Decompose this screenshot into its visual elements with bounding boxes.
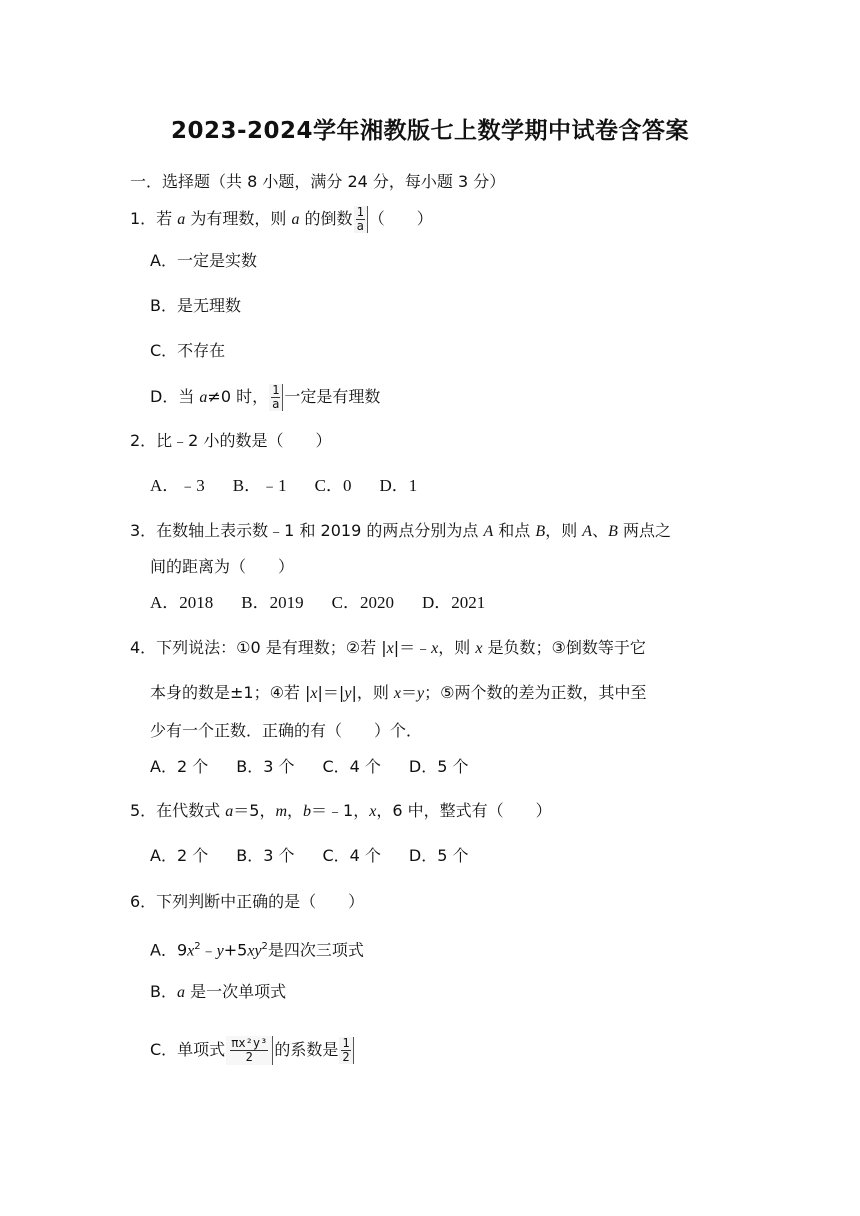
option: C．0 bbox=[314, 476, 352, 495]
question-1-option-d bbox=[150, 384, 380, 411]
question-1-stem bbox=[130, 206, 433, 233]
option: A．2018 bbox=[150, 593, 214, 612]
variable: a bbox=[291, 211, 300, 228]
variable: A bbox=[483, 523, 494, 540]
option: B．3 个 bbox=[236, 757, 295, 776]
variable: a bbox=[225, 803, 234, 820]
fraction-denominator: 2 bbox=[245, 1050, 253, 1064]
fraction-numerator: 1 bbox=[272, 383, 280, 397]
fraction-image bbox=[339, 1037, 353, 1064]
text: 的倒数 bbox=[299, 209, 353, 228]
variable: x bbox=[386, 640, 394, 657]
variable: xy bbox=[247, 942, 262, 960]
fraction-numerator: 1 bbox=[342, 1036, 350, 1050]
text: 5．在代数式 bbox=[130, 801, 226, 820]
question-1-option-a: A．一定是实数 bbox=[150, 251, 257, 270]
fraction-numerator: πx²y³ bbox=[231, 1036, 268, 1050]
text: 的系数是 bbox=[274, 1040, 339, 1059]
question-2-stem: 2．比﹣2 小的数是（ ） bbox=[130, 431, 332, 450]
text: ，6 中，整式有（ ） bbox=[376, 801, 552, 820]
question-5-options bbox=[150, 845, 469, 867]
fraction-image bbox=[354, 206, 368, 233]
variable: y bbox=[344, 685, 352, 702]
variable: x bbox=[393, 685, 402, 702]
question-3-options bbox=[150, 592, 485, 614]
option: D．5 个 bbox=[408, 757, 469, 776]
text: |＝| bbox=[317, 683, 345, 702]
option: D．1 bbox=[379, 476, 418, 495]
question-2-options bbox=[150, 475, 417, 497]
variable: x bbox=[187, 942, 195, 960]
question-6-option-b bbox=[150, 981, 286, 1004]
text: 是负数；③倒数等于它 bbox=[482, 638, 646, 657]
question-3-stem-line-1 bbox=[130, 520, 671, 543]
text: D．当 bbox=[150, 387, 200, 406]
text: B． bbox=[150, 982, 177, 1001]
text: 是四次三项式 bbox=[267, 940, 364, 960]
variable: b bbox=[303, 803, 312, 820]
text: 3．在数轴上表示数﹣1 和 2019 的两点分别为点 bbox=[130, 521, 484, 540]
question-3-stem-line-2: 间的距离为（ ） bbox=[150, 557, 295, 576]
text: ≠0 时， bbox=[207, 387, 269, 406]
text: ，则 bbox=[545, 521, 583, 540]
text: |＝﹣ bbox=[393, 638, 432, 657]
text: ，则 bbox=[438, 638, 476, 657]
option: B．3 个 bbox=[236, 846, 295, 865]
text: 1．若 bbox=[130, 209, 178, 228]
question-5-stem bbox=[130, 800, 552, 823]
text: ；⑤两个数的差为正数，其中至 bbox=[424, 683, 647, 702]
option: B．﹣1 bbox=[232, 476, 287, 495]
text: 一定是有理数 bbox=[284, 387, 381, 406]
fraction-image bbox=[269, 384, 283, 411]
text: 两点之 bbox=[617, 521, 671, 540]
text: 、 bbox=[592, 521, 609, 540]
question-6-option-c bbox=[150, 1036, 355, 1065]
question-4-stem-line-2 bbox=[150, 682, 647, 705]
text: 为有理数，则 bbox=[185, 209, 292, 228]
fraction-denominator: a bbox=[272, 397, 280, 411]
text: A．9 bbox=[150, 940, 188, 960]
text: 4．下列说法：①0 是有理数；②若 | bbox=[130, 638, 387, 657]
question-6-option-a bbox=[150, 936, 364, 962]
text: ， bbox=[287, 801, 304, 820]
text: ﹣ bbox=[200, 940, 217, 960]
variable: x bbox=[369, 803, 377, 820]
variable: B bbox=[535, 523, 546, 540]
option: A．2 个 bbox=[150, 757, 209, 776]
text: ＝ bbox=[401, 683, 418, 702]
fraction-denominator: 2 bbox=[342, 1050, 350, 1064]
page-title: 2023-2024学年湘教版七上数学期中试卷含答案 bbox=[170, 118, 690, 144]
option: B．2019 bbox=[241, 593, 304, 612]
text: （ ） bbox=[368, 209, 433, 228]
variable: x bbox=[431, 640, 439, 657]
option: D．5 个 bbox=[408, 846, 469, 865]
question-1-option-b: B．是无理数 bbox=[150, 296, 241, 315]
section-heading: 一．选择题（共 8 小题，满分 24 分，每小题 3 分） bbox=[130, 172, 506, 191]
fraction-denominator: a bbox=[356, 219, 364, 233]
option: C．2020 bbox=[331, 593, 394, 612]
variable: y bbox=[216, 942, 224, 960]
question-4-options bbox=[150, 756, 469, 778]
text: |，则 bbox=[351, 683, 394, 702]
text: 本身的数是±1；④若 | bbox=[150, 683, 311, 702]
question-1-option-c: C．不存在 bbox=[150, 341, 226, 360]
option: C．4 个 bbox=[322, 846, 381, 865]
text: C．单项式 bbox=[150, 1040, 226, 1059]
variable: a bbox=[176, 984, 185, 1001]
variable: x bbox=[475, 640, 483, 657]
variable: a bbox=[199, 389, 208, 406]
text: ＝5， bbox=[233, 801, 276, 820]
exponent: 2 bbox=[261, 941, 268, 952]
variable: y bbox=[417, 685, 425, 702]
text: 是一次单项式 bbox=[184, 982, 287, 1001]
variable: A bbox=[582, 523, 593, 540]
question-6-stem: 6．下列判断中正确的是（ ） bbox=[130, 892, 365, 911]
question-4-stem-line-3: 少有一个正数．正确的有（ ）个． bbox=[150, 721, 423, 740]
variable: x bbox=[310, 685, 318, 702]
variable: a bbox=[177, 211, 186, 228]
exponent: 2 bbox=[194, 941, 201, 952]
option: A．﹣3 bbox=[150, 476, 205, 495]
fraction-image bbox=[226, 1036, 273, 1065]
fraction-numerator: 1 bbox=[356, 205, 364, 219]
variable: B bbox=[608, 523, 618, 540]
text: 和点 bbox=[493, 521, 536, 540]
variable: m bbox=[275, 803, 288, 820]
option: C．4 个 bbox=[322, 757, 381, 776]
text: +5 bbox=[223, 940, 248, 960]
option: D．2021 bbox=[421, 593, 486, 612]
text: ＝﹣1， bbox=[311, 801, 370, 820]
question-4-stem-line-1 bbox=[130, 637, 646, 660]
option: A．2 个 bbox=[150, 846, 209, 865]
